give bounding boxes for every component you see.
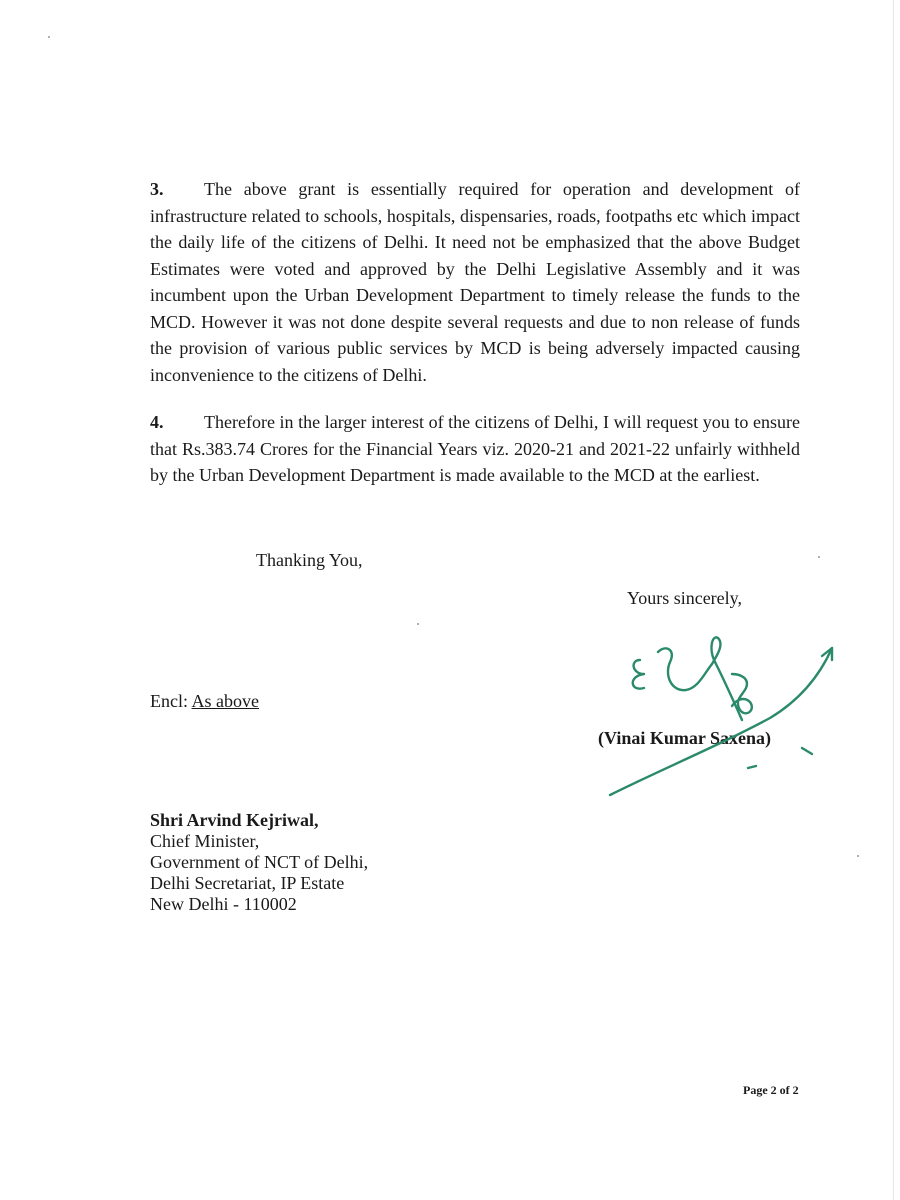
scan-speck [417, 623, 419, 625]
paragraph-4-text: Therefore in the larger interest of the citizens of Delhi, I will request you to ensure that Rs.383.74 Crores for the Financial Years viz. 2020-21 and 2021-22 unfairly withheld by the Urban Development Department is made available to the MCD at the earliest. [150, 412, 800, 485]
addressee-name: Shri Arvind Kejriwal, [150, 810, 319, 830]
paragraph-3 [150, 176, 800, 388]
addressee-block [150, 810, 368, 915]
addressee-line-4: New Delhi - 110002 [150, 894, 297, 914]
enclosure-line [150, 690, 259, 712]
closing-line: Yours sincerely, [627, 588, 742, 608]
scan-edge-line [893, 0, 894, 1200]
scan-speck [818, 556, 820, 558]
scan-speck [857, 855, 859, 857]
paragraph-3-text: The above grant is essentially required for operation and development of infrastructure related to schools, hospitals, dispensaries, roads, footpaths etc which impact the daily life of the citizens of Delhi. It need not be emphasized that the above Budget Estimates were voted and approved by the Delhi Legislative Assembly and it was incumbent upon the Urban Development Department to timely release the funds to the MCD. However it was not done despite several requests and due to non release of funds the provision of various public services by MCD is being adversely impacted causing inconvenience to the citizens of Delhi. [150, 179, 800, 385]
scan-speck [48, 36, 50, 38]
handwritten-signature [600, 630, 860, 820]
enclosure-label: Encl: [150, 691, 188, 711]
signatory-name: (Vinai Kumar Saxena) [598, 728, 772, 748]
page-number: Page 2 of 2 [743, 1083, 799, 1097]
thanking-line: Thanking You, [256, 550, 363, 570]
paragraph-4 [150, 409, 800, 489]
addressee-line-3: Delhi Secretariat, IP Estate [150, 873, 345, 893]
addressee-line-2: Government of NCT of Delhi, [150, 852, 369, 872]
paragraph-4-number: 4. [150, 412, 164, 432]
addressee-line-1: Chief Minister, [150, 831, 260, 851]
enclosure-value: As above [191, 691, 259, 711]
paragraph-3-number: 3. [150, 179, 164, 199]
